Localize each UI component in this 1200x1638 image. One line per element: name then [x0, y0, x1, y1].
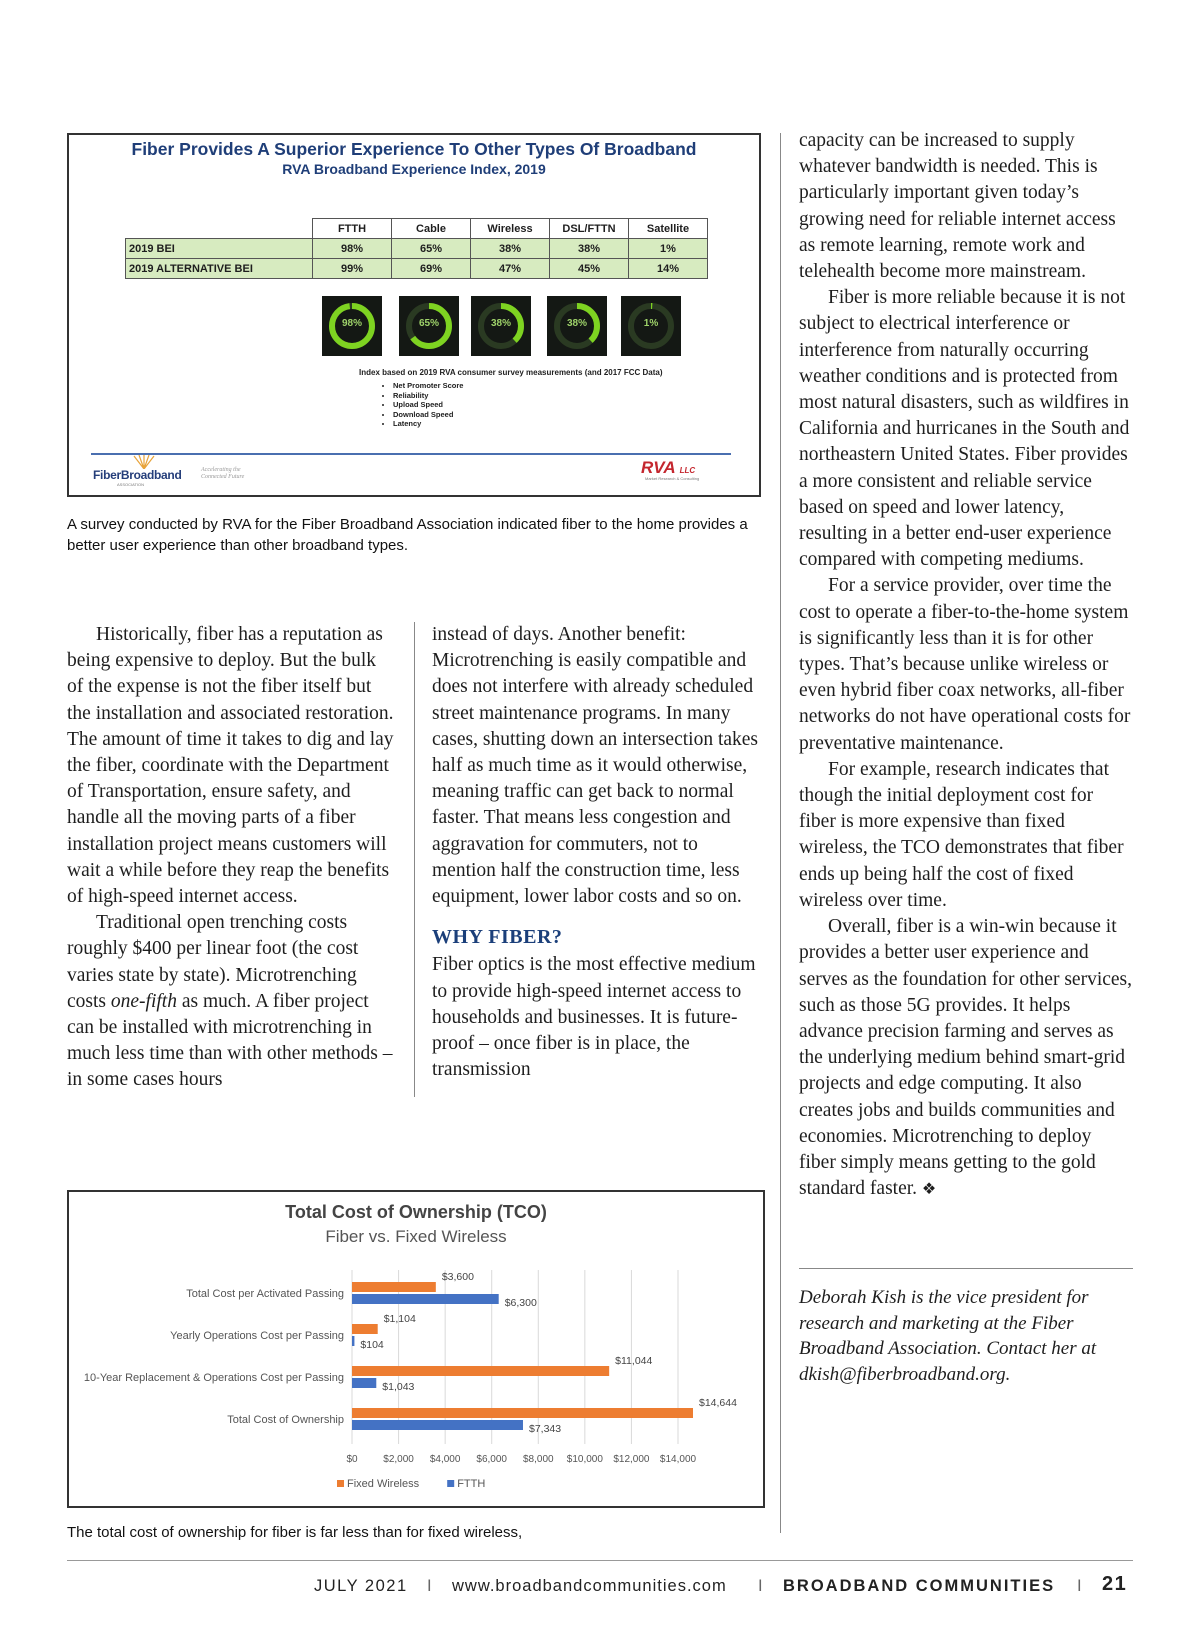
- fba-logo-tagline: Accelerating the Connected Future: [201, 467, 245, 480]
- bio-divider: [799, 1268, 1133, 1269]
- bei-header-row: [126, 219, 708, 239]
- bei-col-wireless: Wireless: [471, 219, 550, 239]
- chart-title: Total Cost of Ownership (TCO): [285, 1202, 547, 1222]
- article-column-2: [432, 622, 762, 1083]
- bei-cell: 98%: [313, 239, 392, 259]
- figure2-caption: The total cost of ownership for fiber is far less than for fixed wireless,: [67, 1524, 523, 1541]
- paragraph: Historically, fiber has a reputation as being expensive to deploy. But the bulk of the expense is not the fiber itself but the installation and associated restoration. The amount of time it takes to dig and lay the fiber, coordinate with the Department of Transportation, ensure safety, and handle all the moving parts of a fiber installation project means customers will wait a while before they reap the benefits of high-speed internet access.: [67, 624, 394, 908]
- legend-label: Fixed Wireless: [347, 1478, 420, 1490]
- tco-figure: [67, 1190, 765, 1508]
- bei-bullet: • Net Promoter Score: [393, 381, 463, 391]
- data-label: $11,044: [615, 1355, 653, 1367]
- column-divider: [414, 622, 415, 1097]
- gauge-ftth: [322, 296, 382, 356]
- bei-row-label: 2019 BEI: [126, 239, 313, 259]
- legend-label: FTTH: [457, 1478, 486, 1490]
- bei-bullet: • Download Speed: [393, 410, 463, 420]
- bar-ftth: [352, 1420, 523, 1430]
- gauge-label: 38%: [566, 318, 587, 329]
- text-run: Traditional open trenching costs roughly $400 per linear foot (the cost varies state by state). Microtrenching costs: [67, 912, 359, 1012]
- bar-fixed-wireless: [352, 1366, 609, 1376]
- author-bio: Deborah Kish is the vice president for research and marketing at the Fiber Broadband Association. Contact her at dkish@fiberbroadband.org.: [799, 1287, 1097, 1385]
- figure1-caption: A survey conducted by RVA for the Fiber Broadband Association indicated fiber to the home provides a better user experience than other broadband types.: [67, 516, 748, 554]
- footer-date: JULY 2021: [314, 1577, 408, 1595]
- bei-index-note: Index based on 2019 RVA consumer survey measurements (and 2017 FCC Data): [359, 368, 663, 377]
- bei-bullet: • Reliability: [393, 391, 463, 401]
- gauge-cable: [399, 296, 459, 356]
- gauge-dsl: [547, 296, 607, 356]
- end-mark-icon: ❖: [921, 1179, 937, 1199]
- bei-cell: 45%: [550, 259, 629, 279]
- rva-logo-suffix: LLC: [679, 466, 696, 475]
- bar-ftth: [352, 1336, 354, 1346]
- footer-separator: I: [758, 1577, 765, 1595]
- bei-bullet: • Upload Speed: [393, 400, 463, 410]
- x-tick-label: $10,000: [566, 1454, 603, 1465]
- text-run: as much. A fiber project can be installed with microtrenching in much less time than with other methods – in some cases hours: [67, 990, 393, 1091]
- bei-cell: 14%: [629, 259, 708, 279]
- bei-cell: 47%: [471, 259, 550, 279]
- footer-magazine: BROADBAND COMMUNITIES: [783, 1577, 1056, 1595]
- bei-cell: 99%: [313, 259, 392, 279]
- paragraph: [67, 910, 397, 1093]
- bei-table: [125, 218, 708, 279]
- paragraph: capacity can be increased to supply whatever bandwidth is needed. This is particularly important given today’s growing need for reliable internet access as remote learning, remote work and telehealth become more mainstream.: [799, 130, 1116, 283]
- page-number: 21: [1102, 1573, 1128, 1595]
- bar-fixed-wireless: [352, 1408, 693, 1418]
- data-label: $1,104: [383, 1313, 416, 1325]
- bei-title: Fiber Provides A Superior Experience To Other Types Of Broadband: [131, 139, 697, 159]
- x-tick-label: $12,000: [613, 1454, 650, 1465]
- gauge-label: 65%: [418, 318, 439, 329]
- paragraph: For a service provider, over time the cost to operate a fiber-to-the-home system is significantly less than it is for other types. That’s because unlike wireless or even hybrid fiber coax networks, all-fiber networks do not have operational costs for preventative maintenance.: [799, 575, 1131, 754]
- article-column-1: [67, 622, 397, 1094]
- category-label: Total Cost of Ownership: [227, 1414, 344, 1426]
- data-label: $14,644: [698, 1397, 737, 1409]
- article-column-3: [799, 128, 1133, 1202]
- bei-figure: [67, 133, 761, 497]
- category-label: 10-Year Replacement & Operations Cost per Passing: [83, 1372, 344, 1384]
- bei-cell: 69%: [392, 259, 471, 279]
- bei-row-label: 2019 ALTERNATIVE BEI: [126, 259, 313, 279]
- bei-bullets: [379, 381, 463, 429]
- bei-col-cable: Cable: [392, 219, 471, 239]
- gauge-satellite: [621, 296, 681, 356]
- x-tick-label: $14,000: [659, 1454, 697, 1465]
- data-label: $6,300: [504, 1297, 537, 1309]
- bei-row: [126, 259, 708, 279]
- bei-row: [126, 239, 708, 259]
- bei-bullet: • Latency: [393, 419, 463, 429]
- bei-cell: 38%: [550, 239, 629, 259]
- data-label: $1,043: [382, 1381, 415, 1393]
- bei-cell: 65%: [392, 239, 471, 259]
- bar-ftth: [352, 1378, 376, 1388]
- x-tick-label: $8,000: [522, 1454, 554, 1465]
- paragraph: [799, 914, 1133, 1202]
- gauge-wireless: [471, 296, 531, 356]
- paragraph: instead of days. Another benefit: Microtrenching is easily compatible and does not interfere with already scheduled street maintenance programs. In many cases, shutting down an intersection takes half as much time as it would otherwise, meaning traffic can get back to normal faster. That means less congestion and aggravation for commuters, not to mention half the construction time, less equipment, lower labor costs and so on.: [432, 624, 759, 908]
- fba-logo-text: FiberBroadband: [93, 468, 182, 482]
- column-divider: [780, 133, 781, 1533]
- bei-col-dsl: DSL/FTTN: [550, 219, 629, 239]
- bar-ftth: [352, 1294, 499, 1304]
- text-run: Overall, fiber is a win-win because it provides a better user experience and serves as the foundation for other services, such as those 5G provides. It helps advance precision farming and serves as the underlying medium behind smart-grid projects and edge computing. It also creates jobs and builds communities and economies. Microtrenching to deploy fiber simply means getting to the gold standard faster.: [799, 916, 1133, 1200]
- bar-fixed-wireless: [352, 1282, 436, 1292]
- rva-logo-text: RVA: [641, 458, 676, 477]
- fba-logo-sub: ASSOCIATION: [117, 482, 145, 487]
- gauge-label: 38%: [490, 318, 511, 329]
- bar-fixed-wireless: [352, 1324, 378, 1334]
- category-label: Yearly Operations Cost per Passing: [170, 1330, 344, 1342]
- bei-col-ftth: FTTH: [313, 219, 392, 239]
- data-label: $104: [360, 1339, 384, 1351]
- footer-separator: I: [1077, 1577, 1084, 1595]
- legend-swatch: [447, 1480, 454, 1487]
- paragraph: For example, research indicates that though the initial deployment cost for fiber is more expensive than fixed wireless, the TCO demonstrates that fiber ends up being half the cost of fixed wireless over time.: [799, 758, 1124, 911]
- rva-logo-sub: Market Research & Consulting: [645, 476, 700, 481]
- data-label: $7,343: [528, 1423, 562, 1435]
- footer-rule: [67, 1560, 1133, 1561]
- bei-col-satellite: Satellite: [629, 219, 708, 239]
- data-label: $3,600: [441, 1271, 474, 1283]
- legend-swatch: [337, 1480, 344, 1487]
- gauge-label: 98%: [341, 318, 362, 329]
- paragraph: Fiber is more reliable because it is not subject to electrical interference or interference from naturally occurring weather conditions and is protected from most natural disasters, such as wildfires in California and hurricanes in the South and northeastern United States. Fiber provides a more consistent and reliable service based on speed and lower latency, resulting in a better end-user experience compared with competing mediums.: [799, 287, 1130, 571]
- x-tick-label: $2,000: [383, 1454, 414, 1465]
- category-label: Total Cost per Activated Passing: [186, 1288, 344, 1300]
- bei-subtitle: RVA Broadband Experience Index, 2019: [282, 161, 546, 177]
- emphasis: one-fifth: [110, 990, 177, 1012]
- bei-cell: 38%: [471, 239, 550, 259]
- section-heading: WHY FIBER?: [432, 926, 563, 949]
- bei-cell: 1%: [629, 239, 708, 259]
- tco-chart: [69, 1192, 763, 1506]
- footer-separator: I: [427, 1577, 434, 1595]
- gauge-label: 1%: [643, 318, 659, 329]
- x-tick-label: $4,000: [429, 1454, 461, 1465]
- footer-url[interactable]: www.broadbandcommunities.com: [452, 1577, 727, 1595]
- x-tick-label: $0: [346, 1454, 358, 1465]
- rva-logo: [641, 458, 741, 488]
- fiber-strands-icon: [129, 455, 159, 469]
- chart-subtitle: Fiber vs. Fixed Wireless: [325, 1227, 507, 1246]
- paragraph: Fiber optics is the most effective medium to provide high-speed internet access to households and businesses. It is future-proof – once fiber is in place, the transmission: [432, 954, 756, 1081]
- fba-logo: [93, 455, 243, 487]
- x-tick-label: $6,000: [476, 1454, 508, 1465]
